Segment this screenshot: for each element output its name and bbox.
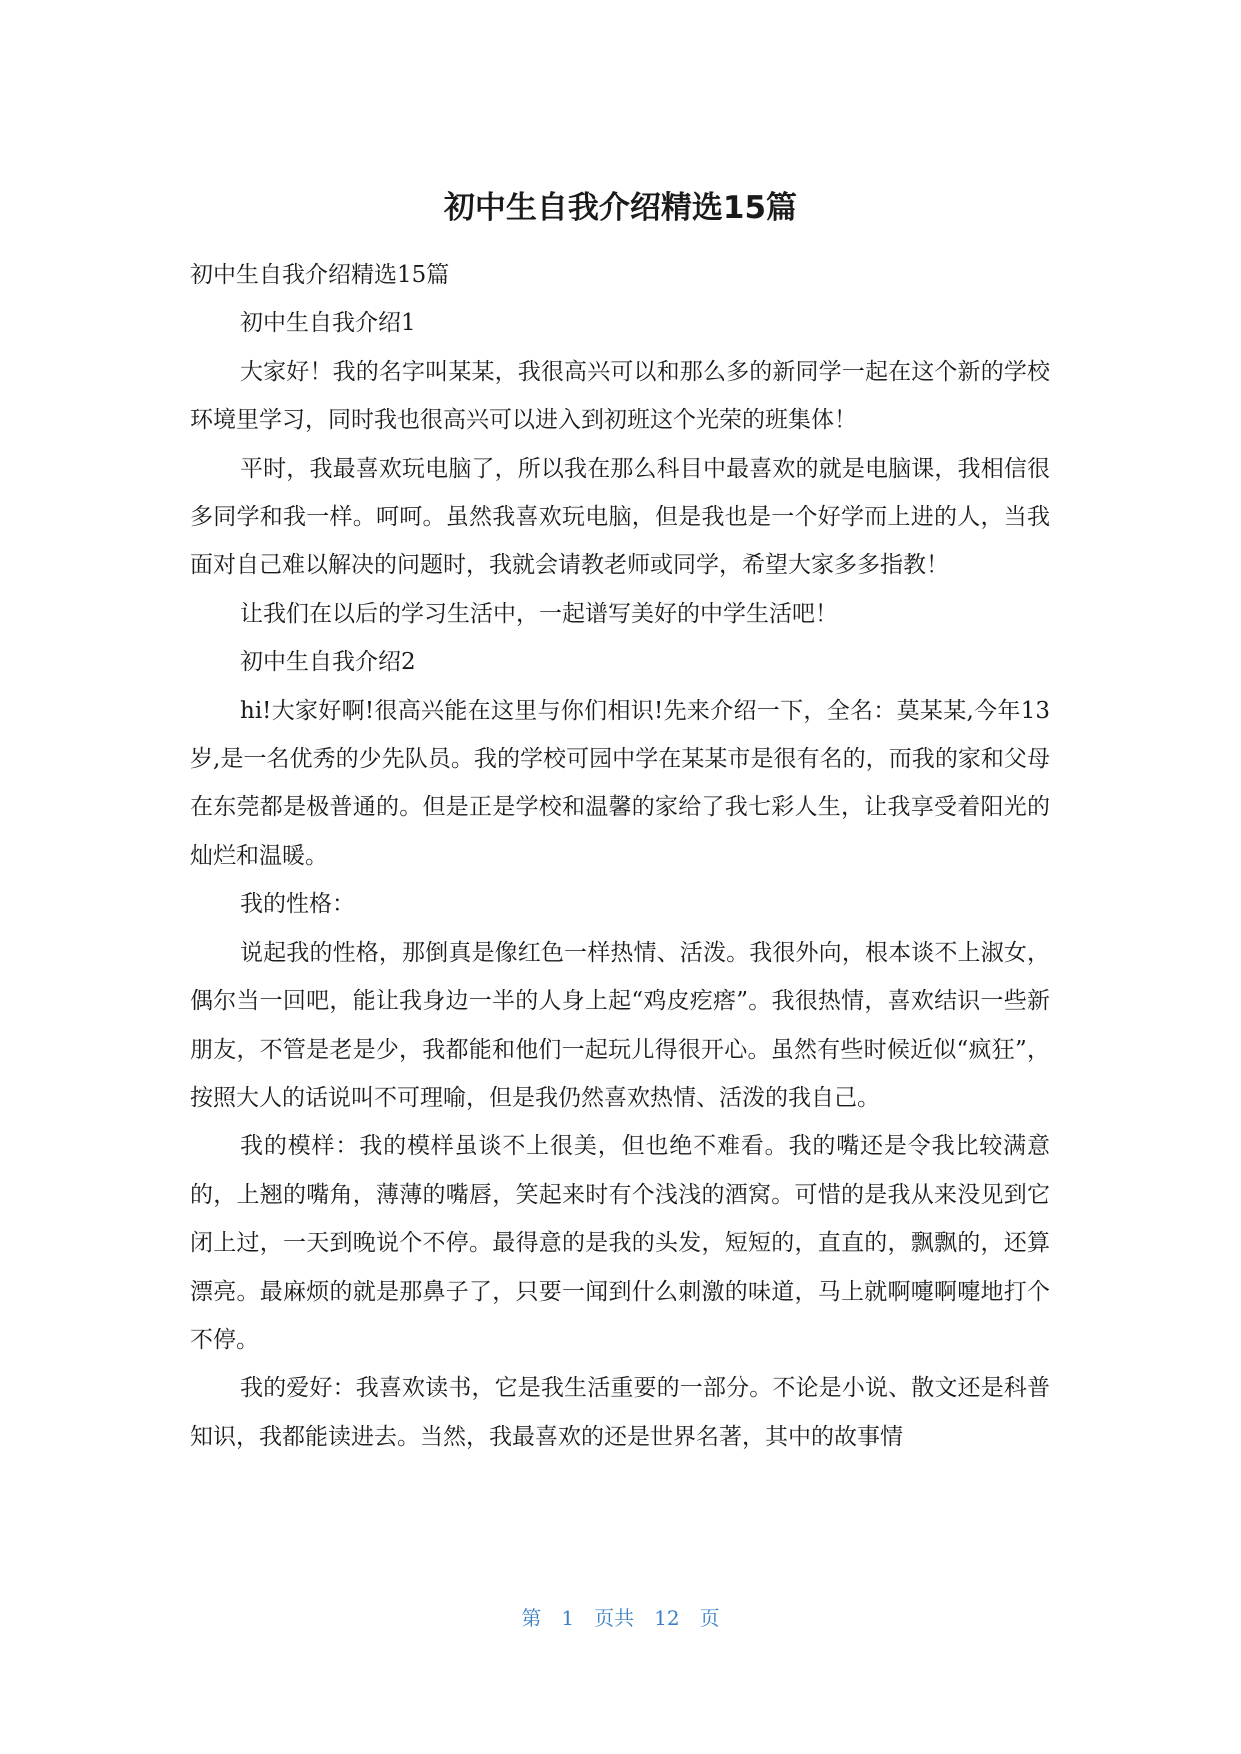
total-pages-number: 12 [654, 1606, 680, 1630]
paragraph: 说起我的性格，那倒真是像红色一样热情、活泼。我很外向，根本谈不上淑女，偶尔当一回吧，能让我身边一半的人身上起“鸡皮疙瘩”。我很热情，喜欢结识一些新朋友，不管是老是少，我都能和他们一起玩儿得很开心。虽然有些时候近似“疯狂”，按照大人的话说叫不可理喻，但是我仍然喜欢热情、活泼的我自己。 [190, 939, 1050, 1111]
paragraph: 让我们在以后的学习生活中，一起谱写美好的中学生活吧！ [240, 600, 838, 627]
paragraph: 大家好！我的名字叫某某，我很高兴可以和那么多的新同学一起在这个新的学校环境里学习，同时我也很高兴可以进入到初班这个光荣的班集体！ [190, 358, 1050, 434]
page-footer [0, 1604, 1241, 1632]
document-body [190, 251, 1050, 1461]
footer-suffix: 页 [699, 1606, 720, 1630]
paragraph: 平时，我最喜欢玩电脑了，所以我在那么科目中最喜欢的就是电脑课，我相信很多同学和我一样。呵呵。虽然我喜欢玩电脑，但是我也是一个好学而上进的人，当我面对自己难以解决的问题时，我就会请教老师或同学，希望大家多多指教！ [190, 455, 1050, 579]
section-heading: 初中生自我介绍1 [240, 310, 416, 337]
paragraph: hi!大家好啊!很高兴能在这里与你们相识!先来介绍一下，全名：莫某某,今年13岁,是一名优秀的少先队员。我的学校可园中学在某某市是很有名的，而我的家和父母在东莞都是极普通的。但是正是学校和温馨的家给了我七彩人生，让我享受着阳光的灿烂和温暖。 [190, 697, 1050, 869]
paragraph: 我的性格： [240, 891, 355, 918]
footer-middle: 页共 [594, 1606, 635, 1630]
paragraph: 我的模样：我的模样虽谈不上很美，但也绝不难看。我的嘴还是令我比较满意的，上翘的嘴角，薄薄的嘴唇，笑起来时有个浅浅的酒窝。可惜的是我从来没见到它闭上过，一天到晚说个不停。最得意的是我的头发，短短的，直直的，飘飘的，还算漂亮。最麻烦的就是那鼻子了，只要一闻到什么刺激的味道，马上就啊嚏啊嚏地打个不停。 [190, 1133, 1050, 1353]
document-subtitle: 初中生自我介绍精选15篇 [190, 262, 450, 288]
section-heading: 初中生自我介绍2 [240, 649, 416, 676]
paragraph: 我的爱好：我喜欢读书，它是我生活重要的一部分。不论是小说、散文还是科普知识，我都能读进去。当然，我最喜欢的还是世界名著，其中的故事情 [190, 1375, 1050, 1450]
footer-prefix: 第 [521, 1606, 542, 1630]
document-title: 初中生自我介绍精选15篇 [443, 190, 798, 226]
current-page-number: 1 [561, 1606, 575, 1630]
